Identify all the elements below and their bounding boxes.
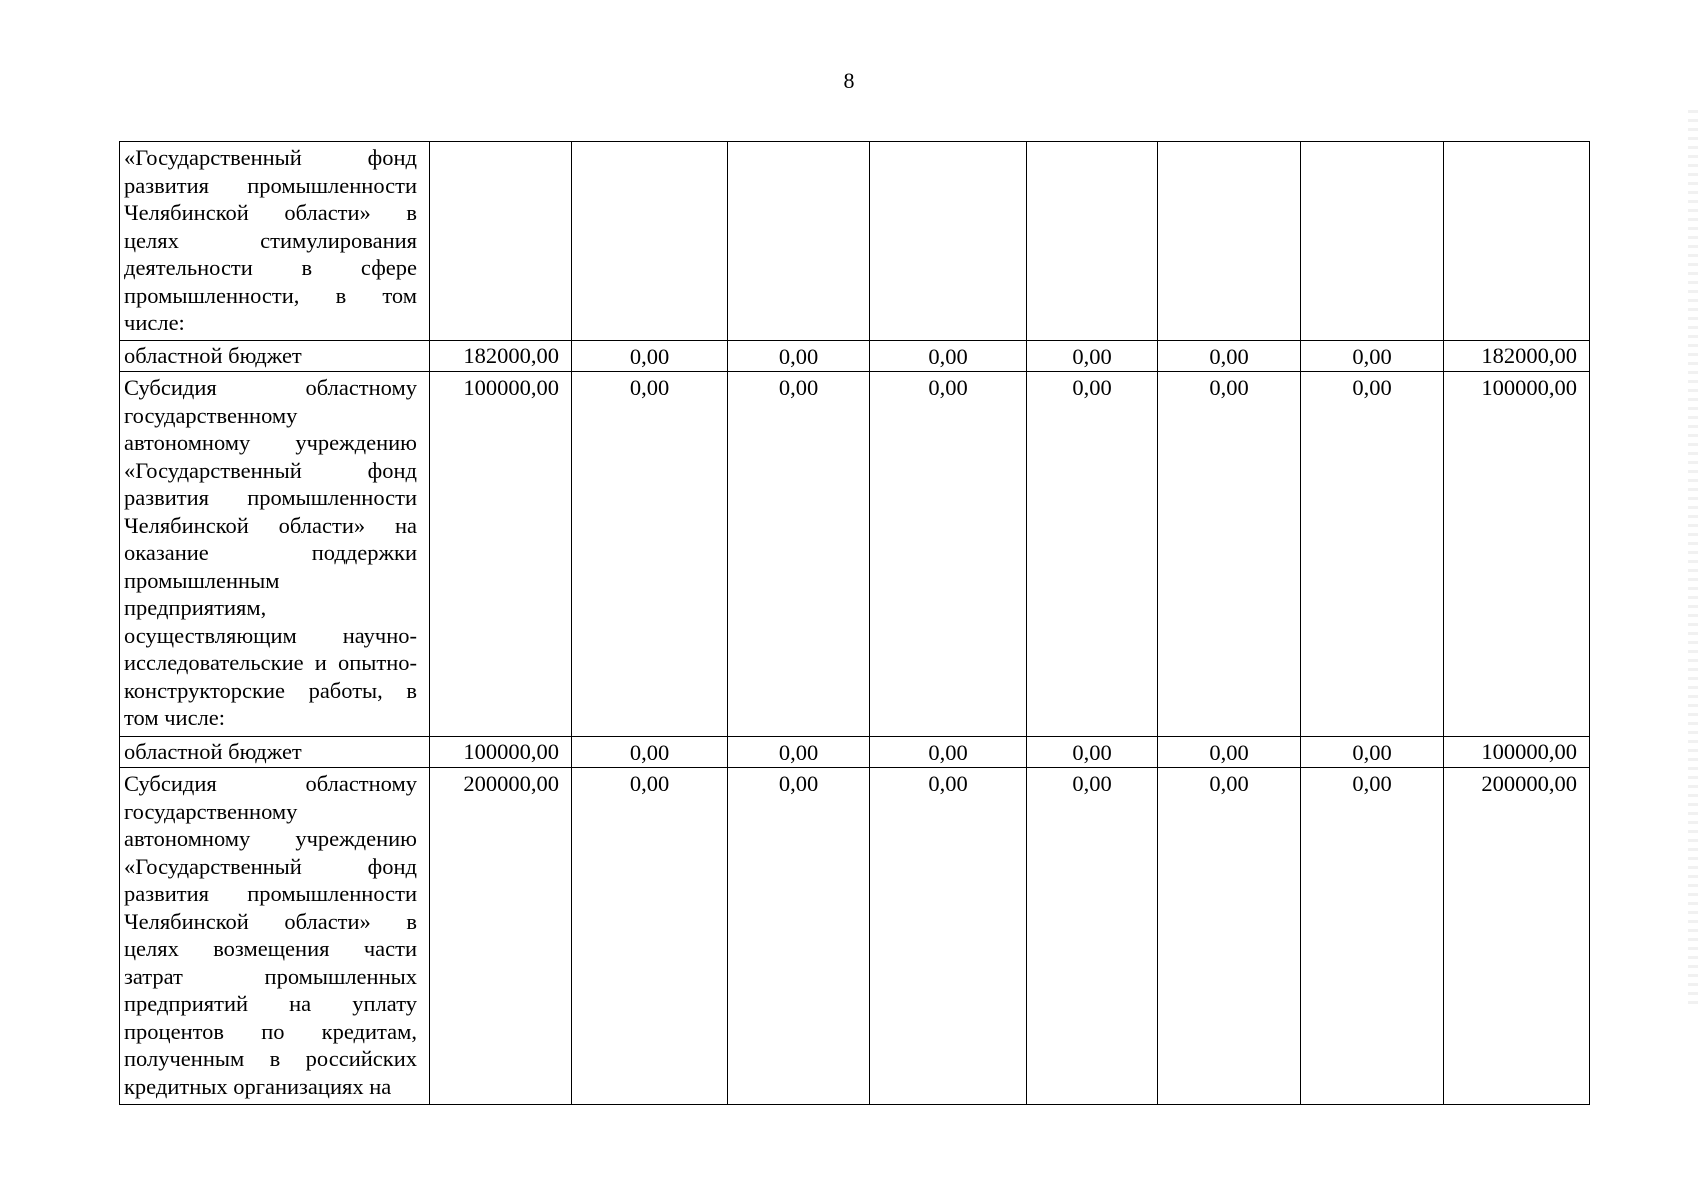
value-cell: 0,00 bbox=[870, 737, 1027, 768]
value-cell: 0,00 bbox=[870, 341, 1027, 372]
value-cell: 100000,00 bbox=[430, 372, 572, 737]
value-cell: 0,00 bbox=[1027, 372, 1158, 737]
row-description: Субсидия областному государственному автономному учреждению «Государственный фонд развития промышленности Челябинской области» в целях возмещения части затрат промышленных предприятий на уплату процентов по кредитам, полученным в российских кредитных организациях на bbox=[120, 768, 430, 1105]
value-cell bbox=[1301, 142, 1444, 341]
value-cell: 0,00 bbox=[870, 372, 1027, 737]
value-cell bbox=[1444, 142, 1590, 341]
value-cell: 0,00 bbox=[1027, 341, 1158, 372]
row-description: «Государственный фонд развития промышленности Челябинской области» в целях стимулирования деятельности в сфере промышленности, в том числе: bbox=[120, 142, 430, 341]
value-cell: 0,00 bbox=[728, 372, 870, 737]
value-cell bbox=[1158, 142, 1301, 341]
value-cell bbox=[430, 142, 572, 341]
row-description: Субсидия областному государственному автономному учреждению «Государственный фонд развития промышленности Челябинской области» на оказание поддержки промышленным предприятиям, осуществляющим научно-исследовательские и опытно-конструкторские работы, в том числе: bbox=[120, 372, 430, 737]
value-cell: 200000,00 bbox=[430, 768, 572, 1105]
table-row bbox=[120, 341, 1590, 372]
value-cell: 0,00 bbox=[1158, 737, 1301, 768]
value-cell: 100000,00 bbox=[1444, 737, 1590, 768]
table-row bbox=[120, 768, 1590, 1105]
value-cell: 0,00 bbox=[728, 737, 870, 768]
value-cell: 0,00 bbox=[1301, 341, 1444, 372]
scan-edge-artifact bbox=[1688, 110, 1698, 1010]
row-description: областной бюджет bbox=[120, 341, 430, 372]
value-cell: 0,00 bbox=[1158, 768, 1301, 1105]
value-cell: 0,00 bbox=[572, 768, 728, 1105]
value-cell: 200000,00 bbox=[1444, 768, 1590, 1105]
value-cell bbox=[728, 142, 870, 341]
value-cell bbox=[572, 142, 728, 341]
value-cell: 0,00 bbox=[572, 372, 728, 737]
table-row bbox=[120, 737, 1590, 768]
value-cell bbox=[870, 142, 1027, 341]
value-cell: 0,00 bbox=[1158, 372, 1301, 737]
row-description: областной бюджет bbox=[120, 737, 430, 768]
page-number: 8 bbox=[843, 68, 855, 93]
value-cell: 0,00 bbox=[1301, 372, 1444, 737]
value-cell: 100000,00 bbox=[430, 737, 572, 768]
value-cell: 100000,00 bbox=[1444, 372, 1590, 737]
value-cell: 182000,00 bbox=[1444, 341, 1590, 372]
value-cell: 0,00 bbox=[572, 737, 728, 768]
value-cell: 0,00 bbox=[870, 768, 1027, 1105]
value-cell: 0,00 bbox=[728, 341, 870, 372]
value-cell: 182000,00 bbox=[430, 341, 572, 372]
value-cell: 0,00 bbox=[1158, 341, 1301, 372]
value-cell: 0,00 bbox=[1027, 768, 1158, 1105]
value-cell bbox=[1027, 142, 1158, 341]
value-cell: 0,00 bbox=[1301, 768, 1444, 1105]
value-cell: 0,00 bbox=[572, 341, 728, 372]
value-cell: 0,00 bbox=[1301, 737, 1444, 768]
value-cell: 0,00 bbox=[1027, 737, 1158, 768]
table-row bbox=[120, 372, 1590, 737]
budget-table bbox=[119, 141, 1590, 1105]
value-cell: 0,00 bbox=[728, 768, 870, 1105]
table-row bbox=[120, 142, 1590, 341]
